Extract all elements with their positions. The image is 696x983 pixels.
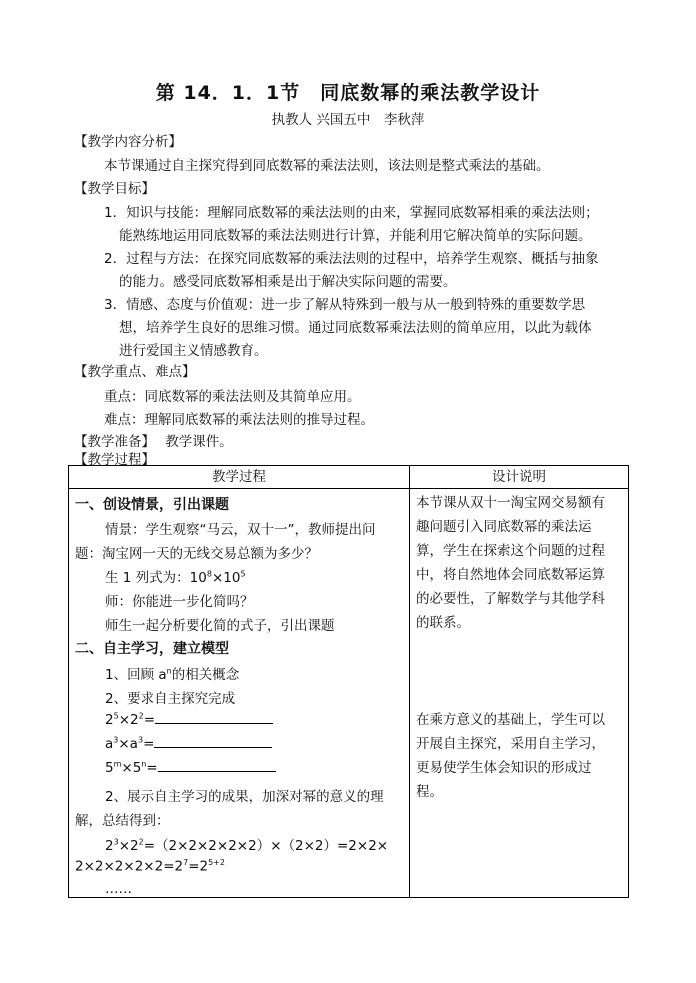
objective-2-line-2: 的能力。感受同底数幂相乘是出于解决实际问题的需要。 [119,274,457,290]
page-title: 第 14．1．1节 同底数幂的乘法教学设计 [155,82,541,104]
ellipsis: …… [105,881,132,897]
student-expression-prefix: 生 1 列式为：10 [105,570,207,586]
derivation-line-2 [75,858,225,875]
exercise-2-mid: ×a [118,736,138,752]
key-point-focus: 重点：同底数幂的乘法法则及其简单应用。 [104,389,361,405]
exercise-2-exp2: 3 [137,735,144,745]
answer-blank[interactable] [155,711,273,724]
exercise-1-mid: ×2 [118,712,139,728]
note-2-line-2: 开展自主探究，采用自主学习， [416,736,605,752]
objective-1-line-2: 能熟练地运用同底数幂的乘法法则进行计算，并能利用它解决简单的实际问题。 [119,228,592,244]
exercise-1-base: 2 [105,712,114,728]
objective-1-line-1: 1．知识与技能：理解同底数幂的乘法法则的由来，掌握同底数幂相乘的乘法法则； [104,205,599,221]
exercise-3-eq: = [146,760,158,776]
objective-2-line-1: 2．过程与方法：在探究同底数幂的乘法法则的过程中，培养学生观察、概括与抽象 [104,251,599,267]
note-1-line-1: 本节课从双十一淘宝网交易额有 [416,495,605,511]
derivation-exp7: 7 [183,858,189,867]
review-concept [105,663,239,683]
scenario-line-2: 题：淘宝网一天的无线交易总额为多少？ [75,546,318,562]
notes-cell [410,489,629,898]
exercise-3-mid: ×5 [121,760,142,776]
section-heading-objectives: 【教学目标】 [74,181,155,197]
note-1-line-6: 的联系。 [416,615,470,631]
derivation-line-1 [105,834,388,854]
section-heading-key-points: 【教学重点、难点】 [74,364,196,380]
student-expression [105,566,246,586]
table-header-process: 教学过程 [69,466,410,489]
exercise-1-eq: = [143,712,155,728]
exercise-2-base: a [105,736,114,752]
exercise-3-exp2: n [141,759,147,769]
derivation-expansion: =（2×2×2×2×2）×（2×2）=2×2× [143,838,389,854]
objective-3-line-1: 3．情感、态度与价值观：进一步了解从特殊到一般与从一般到特殊的重要数学思 [104,297,586,313]
design-note-2 [416,708,621,804]
derivation-eq: =2 [188,858,209,875]
note-2-line-4: 程。 [416,784,443,800]
objective-3-line-3: 进行爱国主义情感教育。 [119,343,268,359]
note-2-line-3: 更易使学生体会知识的形成过 [416,760,592,776]
answer-blank[interactable] [158,759,276,772]
note-2-line-1: 在乘方意义的基础上，学生可以 [416,712,605,728]
exercise-2 [105,735,272,752]
derivation-base: 2 [105,838,114,854]
design-note-1 [416,491,621,635]
section-heading-preparation: 【教学准备】 [74,434,155,450]
exercise-1-exp2: 2 [138,711,144,721]
showcase-line-2: 解，总结得到： [75,813,170,829]
scenario-line-1: 情景：学生观察“马云，双十一”，教师提出问 [105,522,376,538]
section-2-title: 二、自主学习，建立模型 [75,641,229,657]
exp-5: 5 [240,569,246,579]
introduce-topic: 师生一起分析要化简的式子，引出课题 [105,618,335,634]
key-point-difficulty: 难点：理解同底数幂的乘法法则的推导过程。 [104,412,374,428]
objective-3-line-2: 想，培养学生良好的思维习惯。通过同底数幂乘法法则的简单应用，以此为载体 [119,320,592,336]
exercise-1-exp1: 5 [113,711,119,721]
section-1-title: 一、创设情景，引出课题 [75,497,229,513]
note-1-line-4: 中，将自然地体会同底数幂运算 [416,567,605,583]
answer-blank[interactable] [154,735,272,748]
times-10: ×10 [211,570,241,586]
review-prefix: 1、回顾 a [105,667,167,683]
section-heading-content-analysis: 【教学内容分析】 [74,134,182,150]
exercise-2-exp1: 3 [113,735,119,745]
derivation-exp2: 2 [138,837,144,847]
derivation-exp-sum: 5+2 [208,858,225,867]
review-suffix: 的相关概念 [171,667,240,683]
showcase-line-1: 2、展示自主学习的成果，加深对幂的意义的理 [105,789,384,805]
note-1-line-5: 的必要性，了解数学与其他学科 [416,591,605,607]
process-cell [69,489,410,898]
author-line: 执教人 兴国五中 李秋萍 [271,112,425,128]
derivation-times: ×2 [118,838,139,854]
section-preparation [74,430,233,450]
exercise-2-eq: = [143,736,155,752]
exercise-1 [105,711,273,728]
derivation-product: 2×2×2×2×2=2 [75,858,184,875]
note-1-line-3: 算，学生在探索这个问题的过程 [416,543,605,559]
teacher-question: 师：你能进一步化简吗？ [105,594,254,610]
exercise-3-exp1: m [113,759,122,769]
teaching-process-table [68,465,629,898]
preparation-text: 教学课件。 [165,434,233,450]
section-heading-process: 【教学过程】 [74,452,155,468]
exp-8: 8 [206,569,212,579]
exp-n: n [166,666,172,676]
explore-instruction: 2、要求自主探究完成 [105,691,236,707]
content-analysis-text: 本节课通过自主探究得到同底数幂的乘法法则，该法则是整式乘法的基础。 [104,158,550,174]
derivation-exp3: 3 [113,837,119,847]
table-header-notes: 设计说明 [410,466,629,489]
note-1-line-2: 趣问题引入同底数幂的乘法运 [416,519,592,535]
exercise-3-base: 5 [105,760,114,776]
exercise-3 [105,759,276,776]
